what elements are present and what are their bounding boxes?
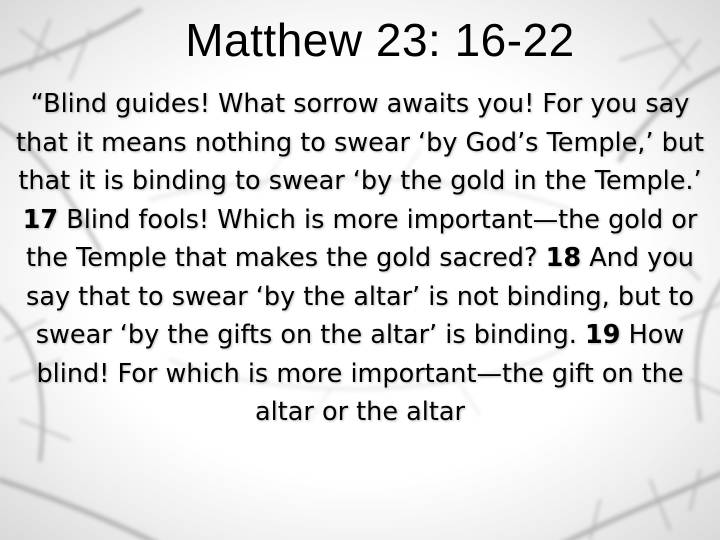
verse-number: 17 (22, 204, 59, 235)
scripture-passage (10, 85, 710, 432)
passage-text: And you say that to swear ‘by the altar’ is not binding, but to swear ‘by the gifts on the altar’ is binding. (26, 243, 694, 350)
verse-number: 19 (585, 320, 621, 350)
page-title: Matthew 23: 16-22 (185, 14, 575, 66)
passage-text: “Blind guides! What sorrow awaits you! For you say that it means nothing to swear ‘by God’s Temple,’ but that it is binding to swear ‘by the gold in the Temple.’ (16, 89, 704, 196)
passage-text: Blind fools! Which is more important—the gold or the Temple that makes the gold sacred? (26, 204, 698, 273)
passage-text: How blind! For which is more important—the gift on the altar or the altar (36, 320, 685, 427)
verse-number: 18 (545, 243, 582, 273)
